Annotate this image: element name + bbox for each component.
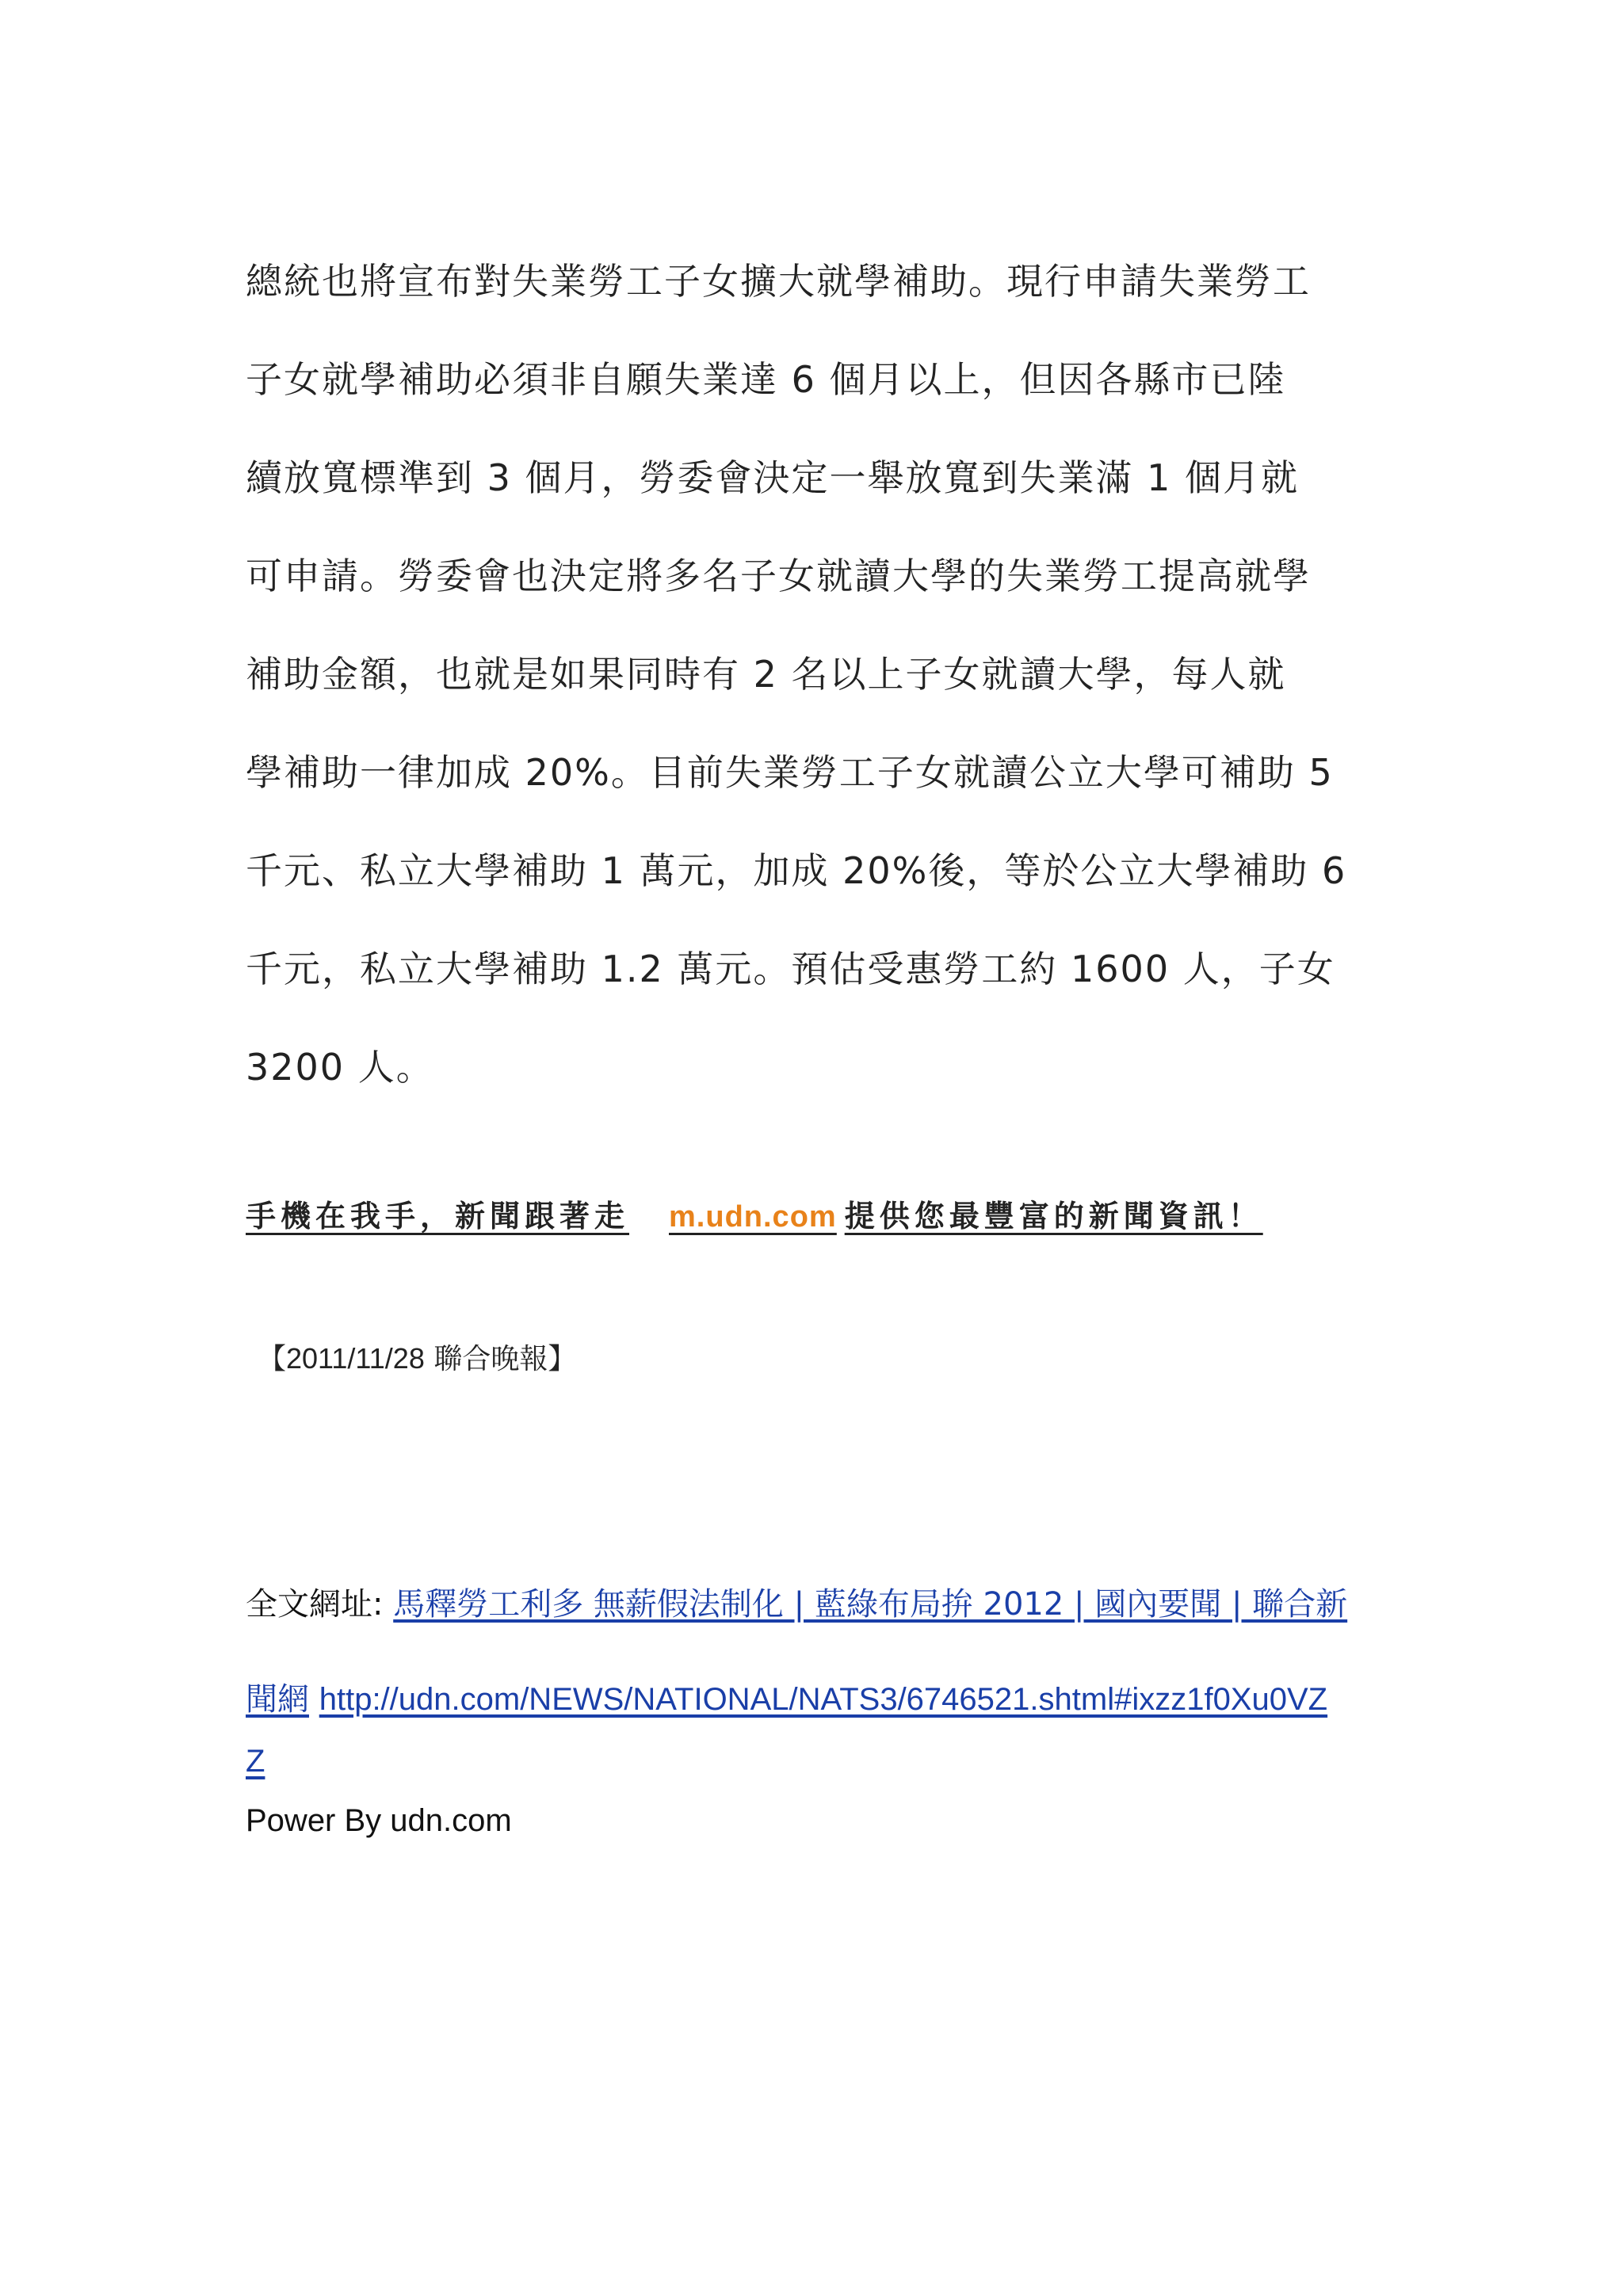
article-line: 千元，私立大學補助 1.2 萬元。預估受惠勞工約 1600 人，子女 <box>246 948 1335 990</box>
article-line: 千元、私立大學補助 1 萬元，加成 20%後，等於公立大學補助 6 <box>246 849 1347 892</box>
article-body <box>246 242 1387 1126</box>
dateline-close-bracket: 】 <box>548 1343 577 1375</box>
article-url-link-continued[interactable]: Z <box>246 1744 265 1779</box>
url-wrap-line <box>246 1741 1387 1789</box>
article-line: 學補助一律加成 20%。目前失業勞工子女就讀公立大學可補助 5 <box>246 751 1334 794</box>
mobile-site-link[interactable]: m.udn.com <box>669 1200 837 1234</box>
dateline-open-bracket: 【 <box>258 1343 287 1375</box>
article-line: 3200 人。 <box>246 1046 434 1089</box>
promo-prefix: 手機在我手，新聞跟著走 <box>246 1199 630 1234</box>
article-line: 續放寬標準到 3 個月，勞委會決定一舉放寬到失業滿 1 個月就 <box>246 456 1300 499</box>
dateline <box>258 1335 576 1383</box>
article-line: 總統也將宣布對失業勞工子女擴大就學補助。現行申請失業勞工 <box>246 260 1311 303</box>
article-line: 可申請。勞委會也決定將多名子女就讀大學的失業勞工提高就學 <box>246 555 1311 597</box>
article-line: 子女就學補助必須非自願失業達 6 個月以上，但因各縣市已陸 <box>246 358 1286 401</box>
mobile-promo <box>246 1188 1263 1244</box>
source-label: 全文網址: <box>246 1586 384 1623</box>
source-block <box>246 1577 1387 1789</box>
publication-name: 聯合晚報 <box>433 1343 548 1375</box>
article-title-link[interactable]: 馬釋勞工利多 無薪假法制化 | 藍綠布局拚 2012 | 國內要聞 | 聯合新 <box>393 1586 1348 1623</box>
source-line-1 <box>246 1577 1387 1672</box>
power-by-credit: Power By udn.com <box>246 1803 512 1838</box>
promo-suffix: 提供您最豐富的新聞資訊！ <box>844 1199 1263 1234</box>
article-line: 補助金額，也就是如果同時有 2 名以上子女就讀大學，每人就 <box>246 653 1286 696</box>
publish-date: 2011/11/28 <box>286 1342 425 1375</box>
article-url-link[interactable]: http://udn.com/NEWS/NATIONAL/NATS3/6746521.shtml#ixzz1f0Xu0VZ <box>319 1682 1328 1717</box>
article-title-link-continued[interactable]: 聞網 <box>246 1681 309 1718</box>
